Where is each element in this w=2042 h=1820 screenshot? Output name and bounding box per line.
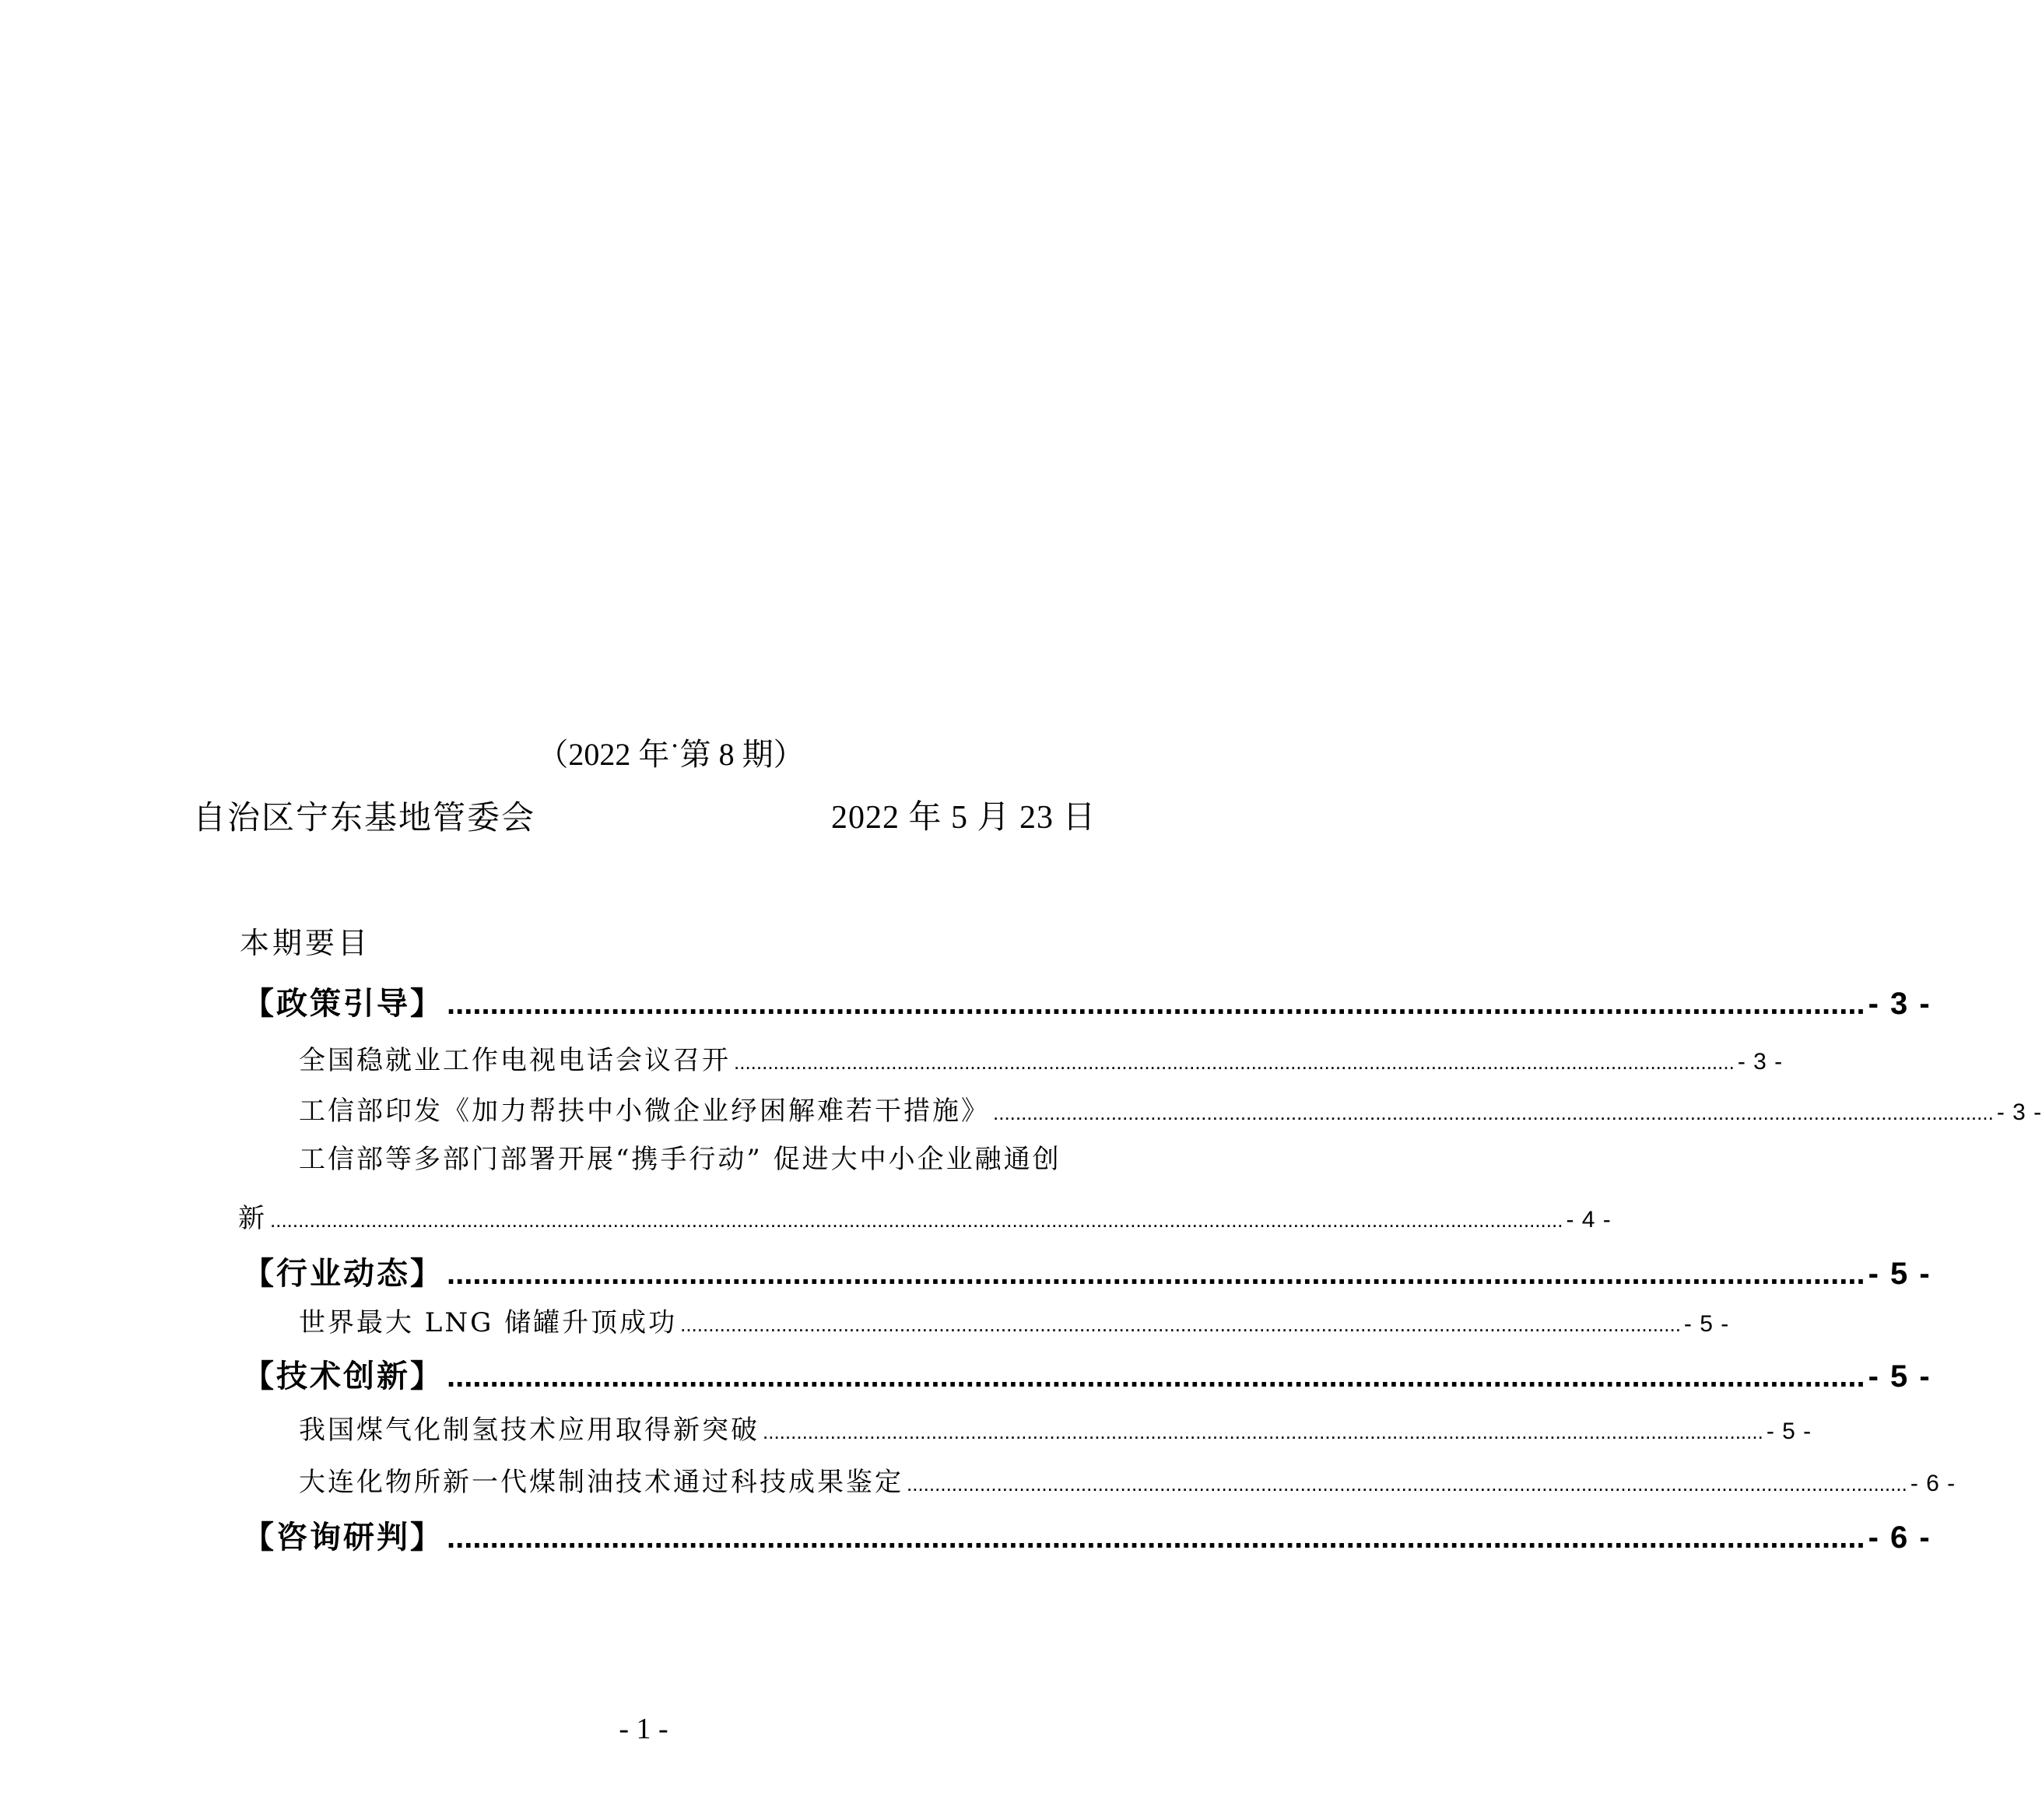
publish-date: 2022 年 5 月 23 日 (831, 800, 1096, 836)
dot-leader: .................................................................................................................................................................................. (763, 1420, 1763, 1443)
toc-page-number: - 3 - (1737, 1049, 1784, 1075)
toc-item-label: 我国煤气化制氢技术应用取得新突破 (299, 1415, 760, 1446)
dot-leader: .................................................................................................................................................................................. (907, 1472, 1907, 1496)
toc-page-number: - 5 - (1868, 1359, 1931, 1394)
toc-item[interactable] (299, 1411, 1812, 1450)
toc-page-number: - 4 - (1566, 1207, 1612, 1233)
toc-section-label: 【咨询研判】 (243, 1519, 444, 1555)
toc-section-label: 【行业动态】 (243, 1255, 444, 1292)
toc-page-number: - 5 - (1766, 1418, 1812, 1444)
toc-item[interactable] (238, 1199, 1612, 1238)
toc-section-label: 【政策引导】 (243, 985, 444, 1022)
toc-section-tech[interactable] (243, 1355, 1931, 1398)
dot-leader: .................................................................................................................................................................................. (993, 1101, 1994, 1124)
issue-text: （2022 年˙第 8 期） (537, 737, 805, 772)
toc-page-number: - 5 - (1683, 1311, 1730, 1337)
toc-item-label: 全国稳就业工作电视电话会议召开 (299, 1045, 731, 1076)
toc-item[interactable] (299, 1092, 2042, 1131)
toc-page-number: - 6 - (1910, 1471, 1956, 1496)
toc-page-number: - 3 - (1996, 1099, 2042, 1125)
toc-section-industry[interactable] (243, 1252, 1931, 1296)
dot-leader: ...................................................................................................................................................................................................................................... (270, 1208, 1563, 1232)
dot-leader: .................................................................................................................................................................................. (734, 1050, 1735, 1074)
toc-section-label: 【技术创新】 (243, 1358, 444, 1394)
dot-leader: .................................................................................................................................................................... (447, 987, 1865, 1021)
toc-item[interactable] (299, 1303, 1730, 1342)
toc-item[interactable] (299, 1041, 1784, 1080)
page-number: - 1 - (619, 1713, 668, 1745)
toc-item-line1[interactable]: 工信部等多部门部署开展“携手行动” 促进大中小企业融通创 (299, 1144, 1061, 1175)
toc-page-number: - 5 - (1868, 1257, 1931, 1291)
dot-leader: .................................................................................................................................................................................. (680, 1313, 1681, 1336)
toc-title: 本期要目 (240, 926, 371, 960)
toc-section-consulting[interactable] (243, 1516, 1931, 1559)
dot-leader: .................................................................................................................................................................... (447, 1520, 1865, 1555)
issue-number (0, 733, 1287, 777)
toc-item-label: 世界最大 LNG 储罐升顶成功 (299, 1307, 678, 1338)
organization-name: 自治区宁东基地管委会 (193, 798, 536, 836)
toc-item-label: 工信部印发《加力帮扶中小微企业纾困解难若干措施》 (299, 1096, 990, 1127)
toc-section-policy[interactable] (243, 982, 1931, 1026)
toc-page-number: - 6 - (1868, 1520, 1931, 1555)
toc-item[interactable] (299, 1463, 1956, 1502)
dot-leader: .................................................................................................................................................................... (447, 1359, 1865, 1394)
toc-item-label: 大连化物所新一代煤制油技术通过科技成果鉴定 (299, 1467, 903, 1498)
dot-leader: .................................................................................................................................................................... (447, 1257, 1865, 1291)
toc-item-label: 新 (238, 1203, 267, 1234)
toc-page-number: - 3 - (1868, 987, 1931, 1021)
